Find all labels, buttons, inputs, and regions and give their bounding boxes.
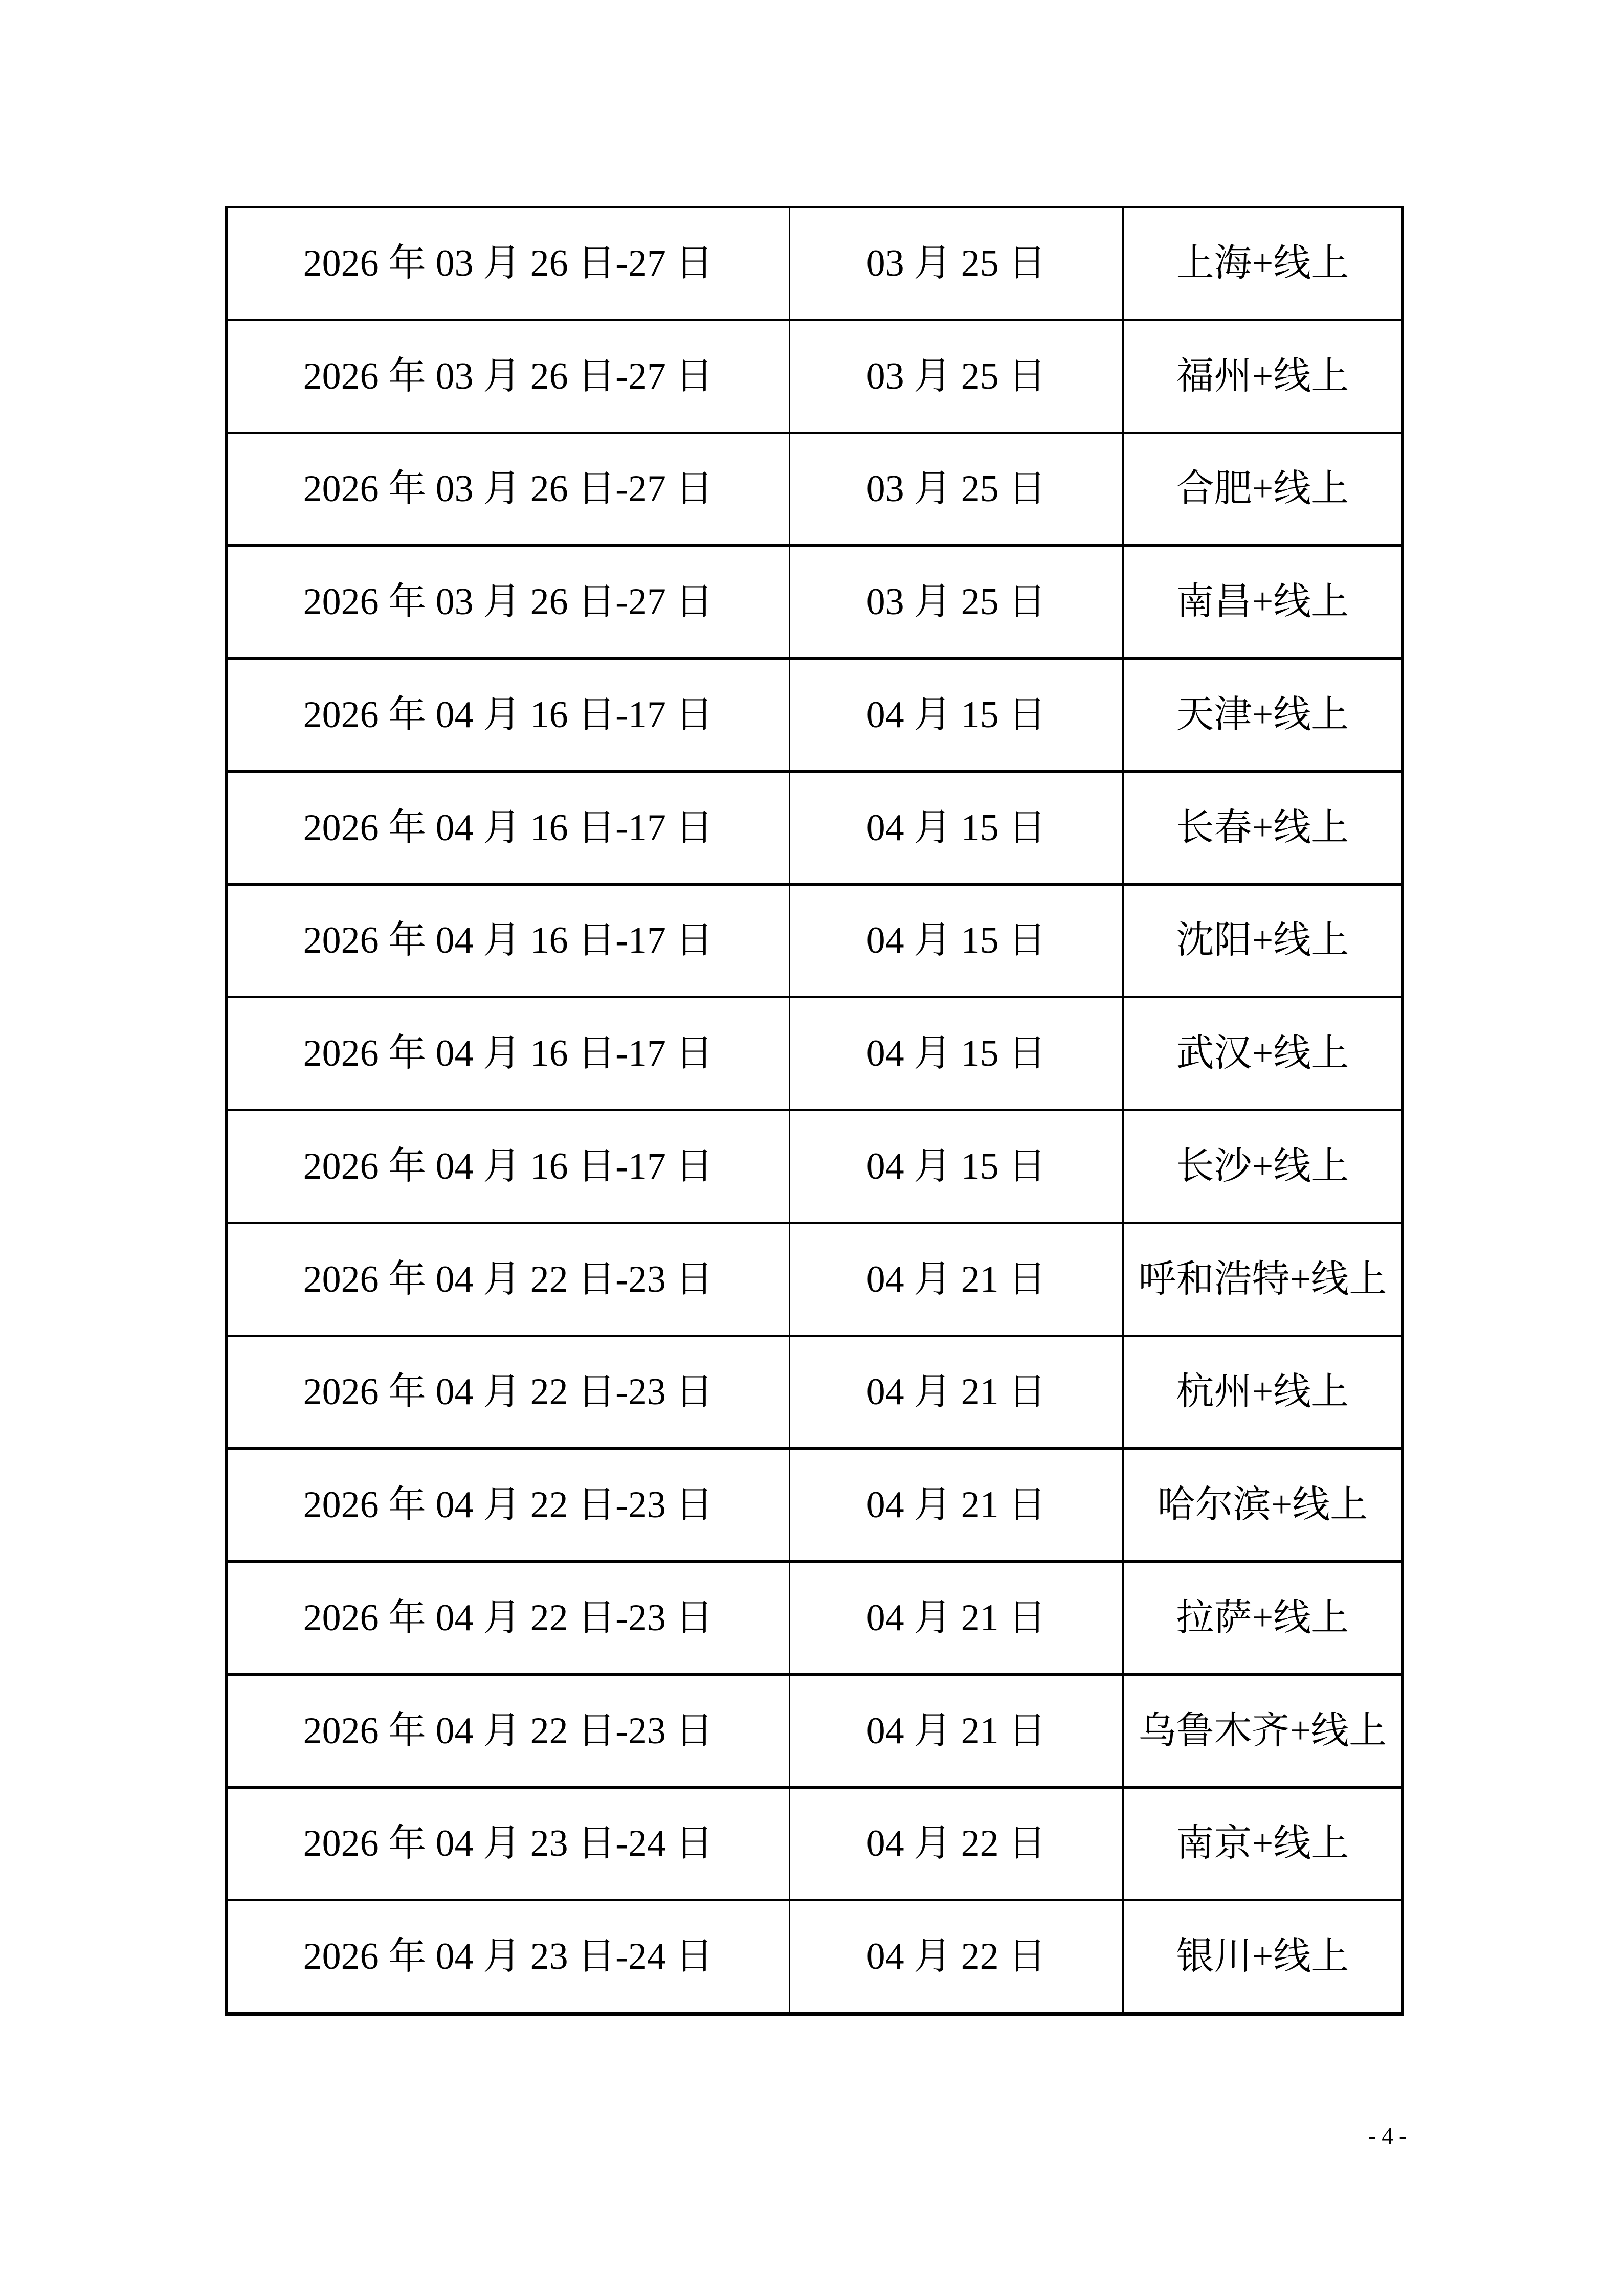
table-row	[228, 1447, 1401, 1560]
page-number: - 4 -	[1368, 2123, 1407, 2149]
schedule-table	[225, 206, 1404, 2016]
table-row	[228, 1673, 1401, 1786]
table-row	[228, 1222, 1401, 1335]
cell-report-date: 04 月 22 日	[789, 1901, 1122, 2012]
cell-report-date: 03 月 25 日	[789, 321, 1122, 432]
cell-location: 哈尔滨+线上	[1122, 1450, 1401, 1560]
cell-training-date: 2026 年 04 月 22 日-23 日	[303, 1709, 714, 1752]
cell-location: 呼和浩特+线上	[1122, 1224, 1401, 1335]
cell-location: 杭州+线上	[1122, 1337, 1401, 1448]
cell-training-date: 2026 年 04 月 23 日-24 日	[303, 1935, 714, 1978]
cell-report-date: 04 月 21 日	[789, 1450, 1122, 1560]
table-row	[228, 1899, 1401, 2012]
table-row	[228, 319, 1401, 432]
cell-report-date: 04 月 15 日	[789, 1111, 1122, 1222]
cell-training-date: 2026 年 04 月 16 日-17 日	[303, 806, 714, 849]
table-row	[228, 657, 1401, 770]
cell-training-date: 2026 年 04 月 23 日-24 日	[303, 1822, 714, 1865]
table-row	[228, 1109, 1401, 1222]
cell-location: 长春+线上	[1122, 773, 1401, 883]
cell-training-date: 2026 年 04 月 22 日-23 日	[303, 1258, 714, 1300]
cell-training-date: 2026 年 04 月 22 日-23 日	[303, 1484, 714, 1526]
cell-location: 武汉+线上	[1122, 998, 1401, 1109]
table-row	[228, 208, 1401, 319]
cell-location: 天津+线上	[1122, 660, 1401, 770]
cell-location: 福州+线上	[1122, 321, 1401, 432]
cell-location: 长沙+线上	[1122, 1111, 1401, 1222]
cell-training-date: 2026 年 03 月 26 日-27 日	[303, 355, 714, 397]
cell-location: 南昌+线上	[1122, 547, 1401, 657]
cell-report-date: 04 月 21 日	[789, 1337, 1122, 1448]
table-row	[228, 996, 1401, 1109]
cell-location: 南京+线上	[1122, 1789, 1401, 1899]
table-row	[228, 432, 1401, 545]
cell-report-date: 04 月 15 日	[789, 660, 1122, 770]
cell-report-date: 03 月 25 日	[789, 434, 1122, 545]
cell-training-date: 2026 年 04 月 16 日-17 日	[303, 919, 714, 962]
cell-training-date: 2026 年 04 月 16 日-17 日	[303, 693, 714, 736]
cell-training-date: 2026 年 04 月 22 日-23 日	[303, 1371, 714, 1413]
cell-report-date: 04 月 22 日	[789, 1789, 1122, 1899]
cell-training-date: 2026 年 03 月 26 日-27 日	[303, 468, 714, 510]
cell-report-date: 04 月 21 日	[789, 1224, 1122, 1335]
table-row	[228, 883, 1401, 996]
cell-location: 上海+线上	[1122, 208, 1401, 319]
cell-location: 合肥+线上	[1122, 434, 1401, 545]
cell-report-date: 04 月 15 日	[789, 998, 1122, 1109]
table-row	[228, 1560, 1401, 1673]
cell-location: 乌鲁木齐+线上	[1122, 1676, 1401, 1786]
cell-training-date: 2026 年 03 月 26 日-27 日	[303, 581, 714, 623]
cell-location: 银川+线上	[1122, 1901, 1401, 2012]
cell-training-date: 2026 年 04 月 16 日-17 日	[303, 1145, 714, 1187]
cell-location: 沈阳+线上	[1122, 886, 1401, 996]
table-row	[228, 544, 1401, 657]
cell-report-date: 04 月 15 日	[789, 773, 1122, 883]
cell-training-date: 2026 年 04 月 22 日-23 日	[303, 1596, 714, 1639]
cell-report-date: 04 月 15 日	[789, 886, 1122, 996]
table-row	[228, 1786, 1401, 1899]
cell-report-date: 03 月 25 日	[789, 208, 1122, 319]
cell-training-date: 2026 年 03 月 26 日-27 日	[303, 242, 714, 284]
cell-report-date: 04 月 21 日	[789, 1563, 1122, 1673]
cell-report-date: 03 月 25 日	[789, 547, 1122, 657]
cell-report-date: 04 月 21 日	[789, 1676, 1122, 1786]
table-row	[228, 1335, 1401, 1448]
cell-location: 拉萨+线上	[1122, 1563, 1401, 1673]
cell-training-date: 2026 年 04 月 16 日-17 日	[303, 1032, 714, 1075]
table-row	[228, 770, 1401, 883]
